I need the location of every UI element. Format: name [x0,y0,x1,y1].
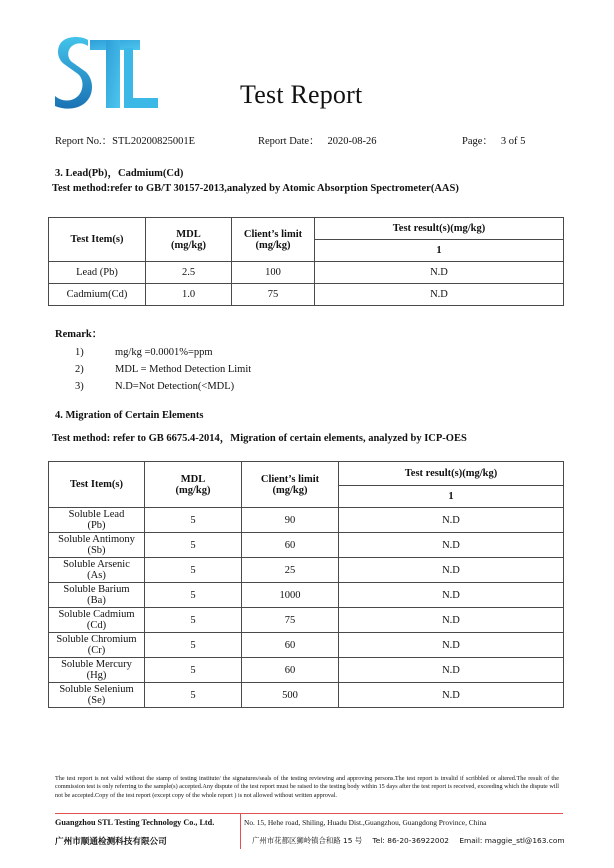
company-name-en: Guangzhou STL Testing Technology Co., Ltd. [55,818,215,827]
table-row [49,683,564,708]
report-number-value: STL20200825001E [112,136,196,147]
report-number-label: Report No.： [55,136,113,147]
table-row [49,608,564,633]
telephone: Tel: 86-20-36922002 [372,836,450,845]
header-test-result: Test result(s)(mg/kg) [315,218,564,240]
cell-result: N.D [339,658,564,683]
cell-item: Soluble Lead (Pb) [49,508,145,533]
cell-mdl: 2.5 [146,262,232,284]
cell-mdl: 5 [145,633,242,658]
cell-item: Soluble Antimony (Sb) [49,533,145,558]
header-mdl: MDL (mg/kg) [146,218,232,262]
cell-item: Soluble Chromium (Cr) [49,633,145,658]
table-row [49,284,564,306]
table-row [49,633,564,658]
stl-logo [52,34,160,110]
disclaimer-text: The test report is not valid without the stamp of testing institute/ the signatures/seals of the testing reviewing and approving persons.The test report is invalid if scribbled or altered.The result of the commission test is only referring to the sample(s) accepted.Any dispute of the test report must be raised to the testing body within 15 days after the test report is received, exceeding which the dispute will not be accepted.Copy of the test report (except copy of the whole report ) is not allowed without written approval. [55,775,559,799]
section3-method: Test method:refer to GB/T 30157-2013,analyzed by Atomic Absorption Spectrometer(AAS) [52,183,459,194]
section4-method: Test method: refer to GB 6675.4-2014，Migration of certain elements, analyzed by ICP-OES [52,433,467,444]
lead-cadmium-table [48,217,564,306]
cell-result: N.D [339,508,564,533]
cell-limit: 75 [232,284,315,306]
remarks [55,326,251,395]
cell-limit: 25 [242,558,339,583]
footer-vertical-divider [240,813,241,849]
cell-item: Soluble Arsenic (As) [49,558,145,583]
table-row [49,558,564,583]
cell-result: N.D [315,284,564,306]
cell-item: Soluble Cadmium (Cd) [49,608,145,633]
cell-mdl: 5 [145,508,242,533]
cell-result: N.D [339,608,564,633]
cell-result: N.D [339,683,564,708]
section3-title: 3. Lead(Pb)，Cadmium(Cd) [55,168,184,179]
table-row [49,262,564,284]
remark-item: 1) mg/kg =0.0001%=ppm [75,347,213,358]
cell-result: N.D [315,262,564,284]
cell-mdl: 5 [145,558,242,583]
table-row [49,583,564,608]
cell-mdl: 5 [145,658,242,683]
address-en: No. 15, Hehe road, Shiling, Huadu Dist.,Guangzhou, Guangdong Province, China [244,818,487,827]
report-date [258,133,377,148]
report-date-label: Report Date： [258,136,320,147]
header-mdl: MDL (mg/kg) [145,462,242,508]
cell-mdl: 1.0 [146,284,232,306]
section4-title: 4. Migration of Certain Elements [55,410,204,421]
remarks-title: Remark： [55,329,103,340]
address-cn: 广州市花都区狮岭镇合和路 15 号 [252,836,363,845]
cell-limit: 75 [242,608,339,633]
page-value: 3 of 5 [500,136,526,147]
cell-item: Cadmium(Cd) [49,284,146,306]
cell-result: N.D [339,558,564,583]
address-cn-contact [252,835,573,846]
cell-item: Lead (Pb) [49,262,146,284]
cell-mdl: 5 [145,533,242,558]
cell-item: Soluble Selenium (Se) [49,683,145,708]
cell-limit: 100 [232,262,315,284]
page-indicator [462,133,525,148]
cell-limit: 60 [242,658,339,683]
table-row [49,658,564,683]
company-name-cn: 广州市顺通检测科技有限公司 [55,837,167,847]
remark-item: 2) MDL = Method Detection Limit [75,364,252,375]
stl-logo-icon [52,34,160,110]
migration-elements-table [48,461,564,708]
cell-result: N.D [339,633,564,658]
cell-item: Soluble Barium (Ba) [49,583,145,608]
header-test-item: Test Item(s) [49,462,145,508]
report-date-value: 2020-08-26 [327,136,377,147]
header-client-limit: Client’s limit (mg/kg) [242,462,339,508]
cell-mdl: 5 [145,608,242,633]
page-label: Page： [462,136,493,147]
header-sample-1: 1 [315,240,564,262]
table-row [49,533,564,558]
cell-limit: 90 [242,508,339,533]
cell-mdl: 5 [145,583,242,608]
report-title: Test Report [240,80,363,109]
header-sample-1: 1 [339,486,564,508]
header-client-limit: Client’s limit (mg/kg) [232,218,315,262]
table-row [49,508,564,533]
footer-divider [55,813,563,814]
report-number [55,133,195,148]
cell-mdl: 5 [145,683,242,708]
cell-limit: 60 [242,633,339,658]
email: Email: maggie_stl@163.com [459,836,565,845]
cell-result: N.D [339,583,564,608]
header-test-item: Test Item(s) [49,218,146,262]
cell-item: Soluble Mercury (Hg) [49,658,145,683]
remark-item: 3) N.D=Not Detection(<MDL) [75,381,235,392]
header-test-result: Test result(s)(mg/kg) [339,462,564,486]
cell-limit: 60 [242,533,339,558]
cell-limit: 1000 [242,583,339,608]
cell-limit: 500 [242,683,339,708]
cell-result: N.D [339,533,564,558]
